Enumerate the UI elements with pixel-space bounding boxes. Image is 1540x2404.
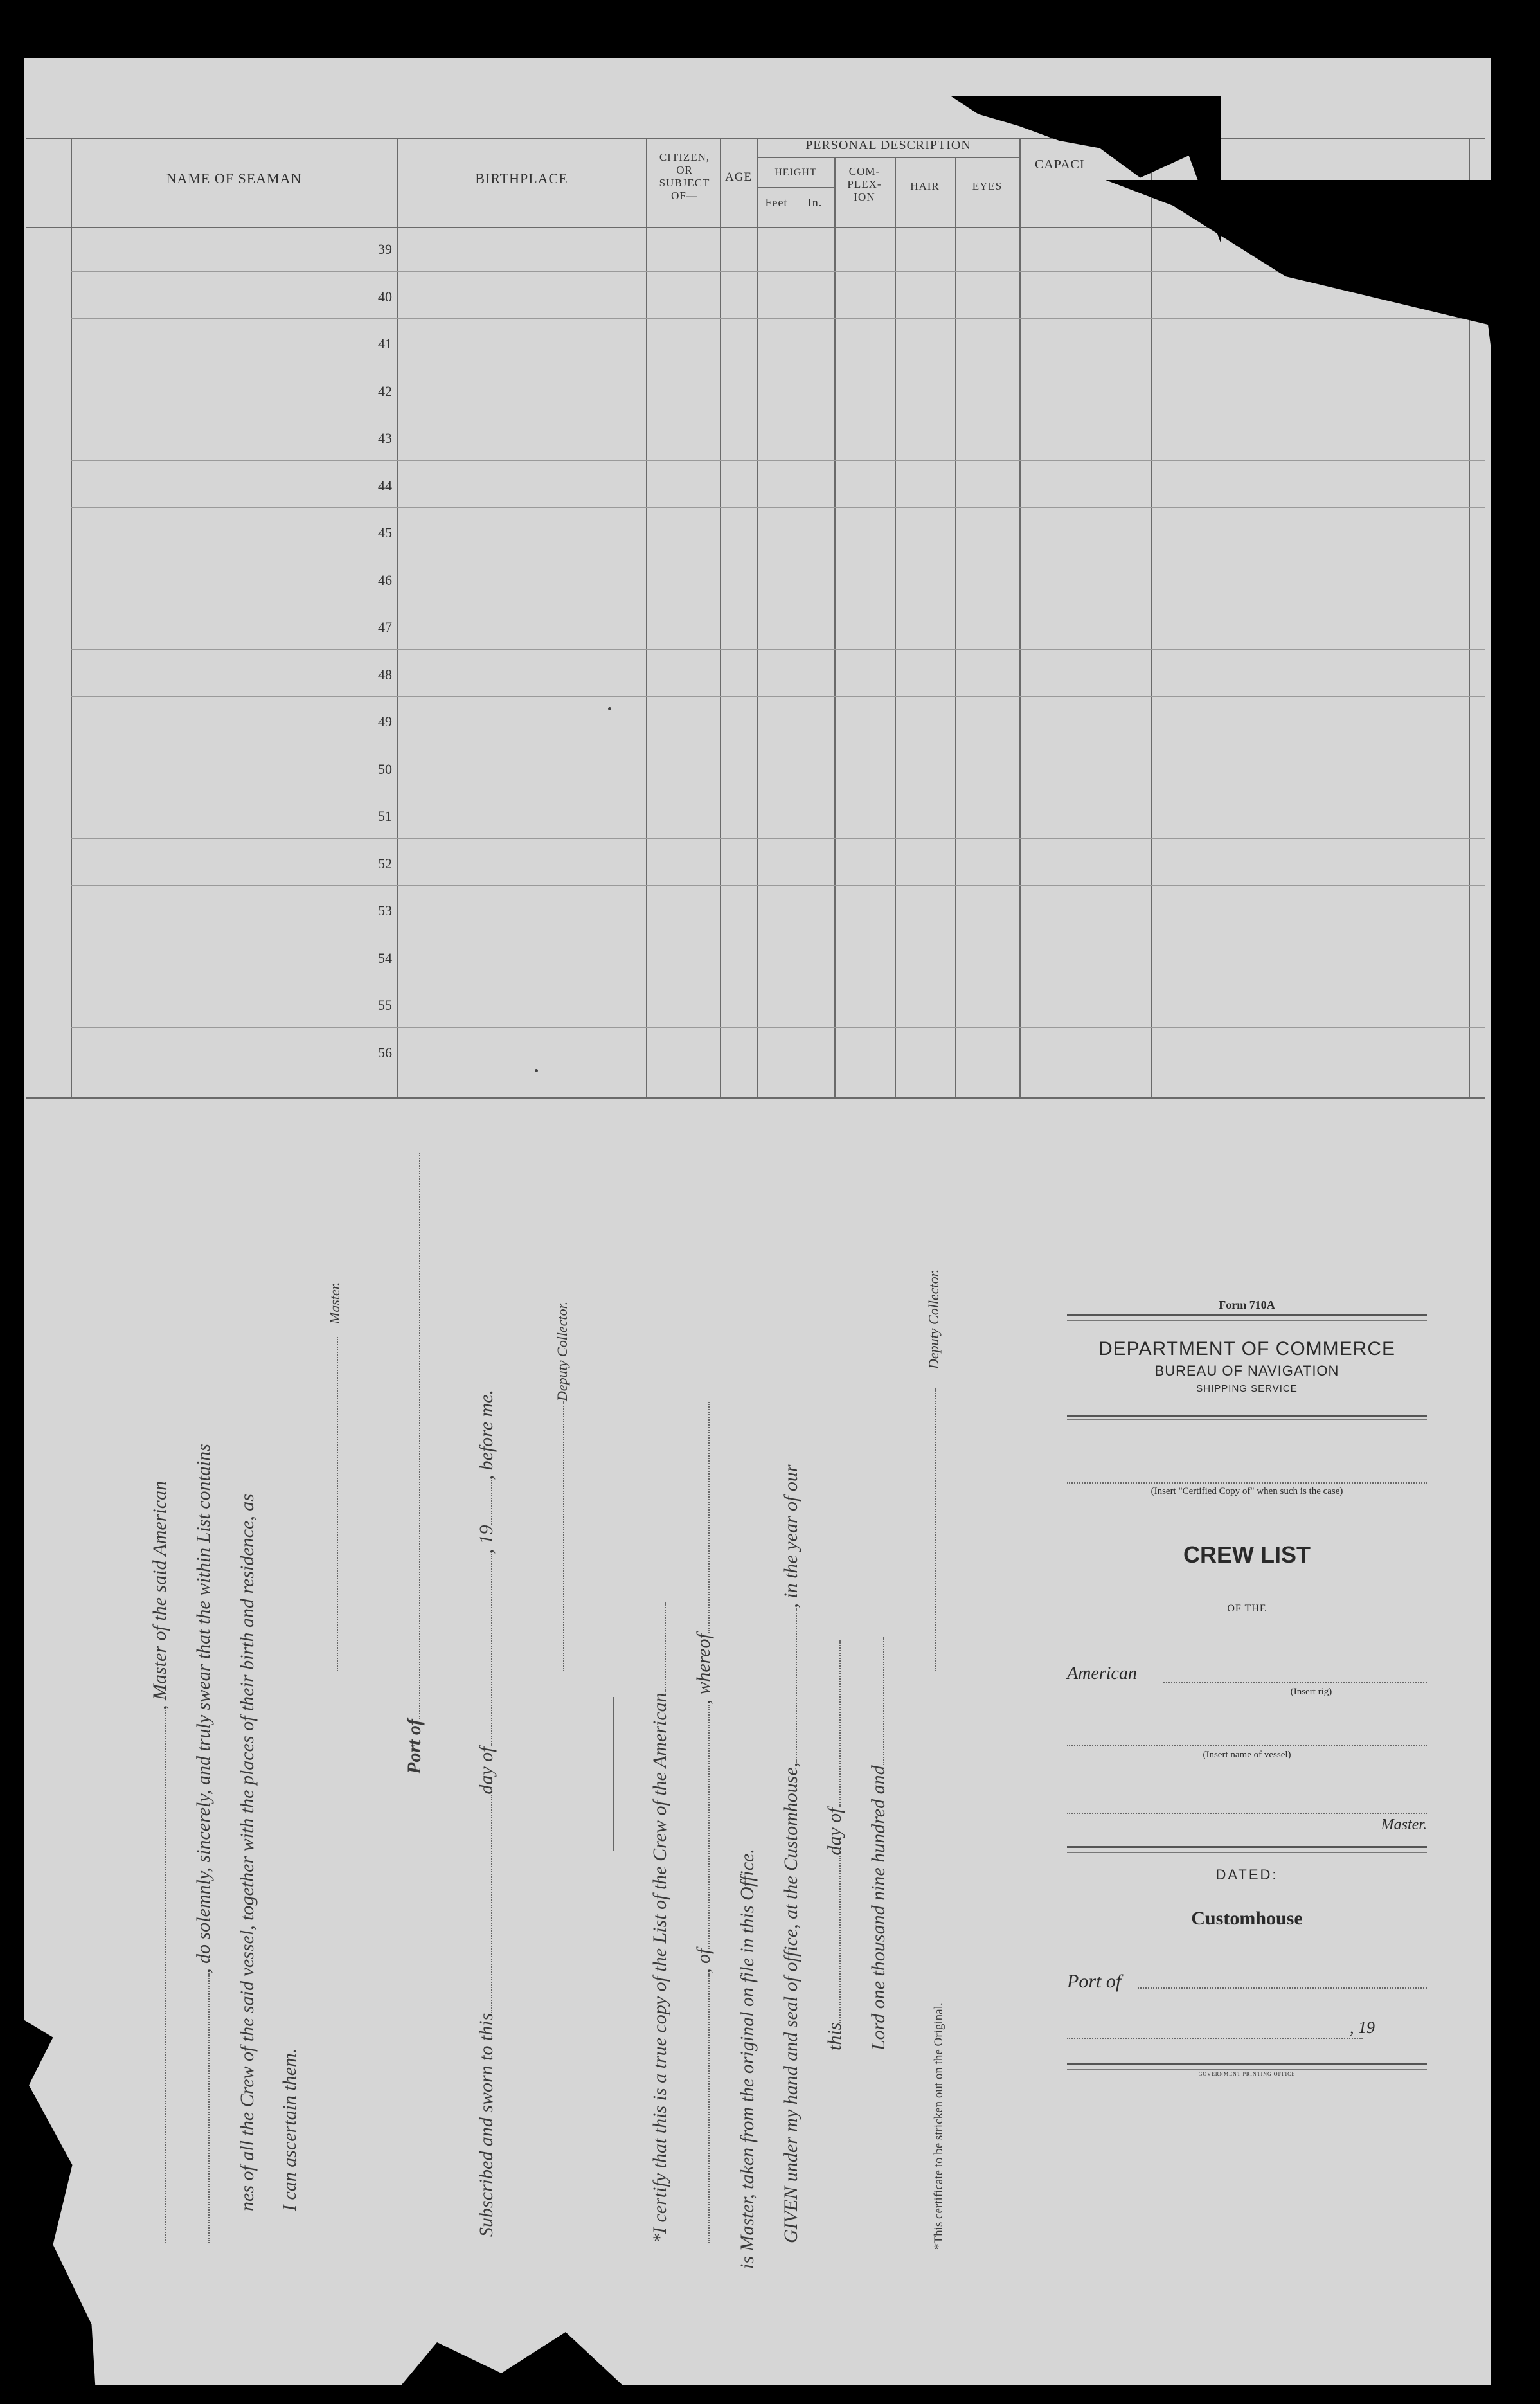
certificate-line-6: Lord one thousand nine hundred and <box>868 1637 890 2050</box>
col-rule <box>1019 138 1021 1099</box>
header-hair: HAIR <box>910 180 940 192</box>
deputy-collector-label-1: Deputy Collector. <box>554 1301 570 1401</box>
master-signature-line <box>321 1337 343 1671</box>
table-row <box>71 507 1485 508</box>
deputy-collector-line-2 <box>919 1388 941 1671</box>
row-number: 42 <box>378 382 392 399</box>
oath-line-3: nes of all the Crew of the said vessel, together with the places of their birth and residence, as <box>237 1494 258 2211</box>
ink-speck <box>608 707 611 710</box>
header-citizen: CITIZEN, OR SUBJECT OF— <box>659 151 710 202</box>
port-line <box>1138 1987 1427 1989</box>
certificate-footnote: *This certificate to be stricken out on the Original. <box>932 2002 945 2250</box>
deputy-collector-label-2: Deputy Collector. <box>926 1269 942 1369</box>
table-row <box>71 460 1485 461</box>
row-number: 45 <box>378 525 392 541</box>
row-number: 44 <box>378 477 392 494</box>
row-number: 46 <box>378 571 392 588</box>
col-rule <box>757 138 758 1099</box>
header-personal-description: PERSONAL DESCRIPTION <box>805 138 971 152</box>
cover-form <box>1054 1298 1440 2095</box>
oath-line-2: , do solemnly, sincerely, and truly swear that the within List contains <box>193 1444 215 2243</box>
header-birthplace: BIRTHPLACE <box>475 170 568 186</box>
certificate-line-2: , of, whereof <box>693 1402 715 2243</box>
certificate-line-3: is Master, taken from the original on file in this Office. <box>737 1849 758 2269</box>
year-label: , 19 <box>1350 2018 1375 2037</box>
subscribed-line: Subscribed and sworn to thisday of, 19, before me. <box>476 1389 497 2237</box>
cover-rule-2 <box>1067 1415 1427 1420</box>
master-signature-label: Master. <box>327 1282 343 1324</box>
vessel-line <box>1067 1745 1427 1746</box>
certificate-line-4: GIVEN under my hand and seal of office, at the Customhouse,, in the year of our <box>780 1464 801 2243</box>
dated-label: DATED: <box>1215 1867 1278 1883</box>
port-of-label: Port of <box>404 1153 425 1774</box>
row-number: 43 <box>378 430 392 446</box>
table-bottom-rule <box>26 1097 1485 1099</box>
rig-line <box>1163 1682 1427 1683</box>
row-number: 40 <box>378 288 392 305</box>
header-capacity: CAPACI <box>1035 157 1085 172</box>
certificate-line-5: thisday of <box>824 1640 846 2050</box>
certificate-line-1: *I certify that this is a true copy of the List of the Crew of the American <box>649 1602 671 2243</box>
master-line <box>1067 1813 1427 1814</box>
port-of-cover-label: Port of <box>1067 1971 1122 1992</box>
table-row <box>71 696 1485 697</box>
row-number: 53 <box>378 902 392 919</box>
certified-copy-line <box>1067 1482 1427 1484</box>
department-title: DEPARTMENT OF COMMERCE <box>1098 1338 1396 1359</box>
table-row <box>71 838 1485 839</box>
service-title: SHIPPING SERVICE <box>1196 1383 1298 1394</box>
table-row <box>71 885 1485 886</box>
row-number: 47 <box>378 619 392 635</box>
row-number: 52 <box>378 855 392 872</box>
separator-rule <box>598 1697 620 1851</box>
crew-table <box>45 132 1485 1102</box>
cover-rule-3 <box>1067 1846 1427 1853</box>
oath-line-1: , Master of the said American <box>149 1481 171 2243</box>
row-number: 56 <box>378 1044 392 1061</box>
header-inches: In. <box>807 196 823 209</box>
col-rule <box>955 157 956 1099</box>
col-rule <box>1151 138 1152 1099</box>
table-top-rule <box>26 138 1485 139</box>
of-the-label: OF THE <box>1227 1603 1267 1614</box>
col-rule <box>720 138 721 1099</box>
col-rule <box>397 138 398 1099</box>
row-number: 55 <box>378 997 392 1013</box>
date-line <box>1067 2038 1363 2039</box>
ink-speck <box>535 1069 538 1072</box>
cover-rule-1 <box>1067 1314 1427 1321</box>
american-label: American <box>1067 1664 1137 1683</box>
header-height: HEIGHT <box>774 167 817 178</box>
header-complexion: COM- PLEX- ION <box>847 165 882 203</box>
form-number: Form 710A <box>1219 1298 1275 1311</box>
pd-rule <box>757 157 1019 158</box>
row-number: 51 <box>378 808 392 824</box>
row-number: 39 <box>378 241 392 257</box>
bureau-title: BUREAU OF NAVIGATION <box>1154 1363 1339 1379</box>
table-row <box>71 649 1485 650</box>
oath-line-4: I can ascertain them. <box>279 2048 300 2211</box>
header-age: AGE <box>724 170 753 184</box>
crew-list-title: CREW LIST <box>1183 1541 1311 1568</box>
col-rule <box>646 138 647 1099</box>
header-feet: Feet <box>765 196 788 209</box>
header-name: NAME OF SEAMAN <box>166 170 302 186</box>
row-number: 41 <box>378 336 392 352</box>
insert-rig-note: (Insert rig) <box>1290 1687 1332 1697</box>
insert-copy-note: (Insert "Certified Copy of" when such is the case) <box>1151 1486 1343 1496</box>
header-eyes: EYES <box>972 180 1003 192</box>
row-number: 54 <box>378 949 392 966</box>
row-number: 50 <box>378 760 392 777</box>
col-rule <box>834 157 836 1099</box>
cover-rule-4 <box>1067 2063 1427 2070</box>
deputy-collector-line-1 <box>548 1401 569 1671</box>
col-rule <box>895 157 896 1099</box>
table-row <box>71 1027 1485 1028</box>
col-rule <box>71 138 72 1099</box>
row-number: 48 <box>378 666 392 683</box>
table-row <box>71 271 1485 272</box>
row-number: 49 <box>378 713 392 730</box>
customhouse-label: Customhouse <box>1191 1908 1303 1929</box>
insert-vessel-note: (Insert name of vessel) <box>1203 1750 1291 1760</box>
printer-label: GOVERNMENT PRINTING OFFICE <box>1198 2071 1296 2077</box>
table-row <box>71 318 1485 319</box>
master-label: Master. <box>1381 1816 1427 1833</box>
